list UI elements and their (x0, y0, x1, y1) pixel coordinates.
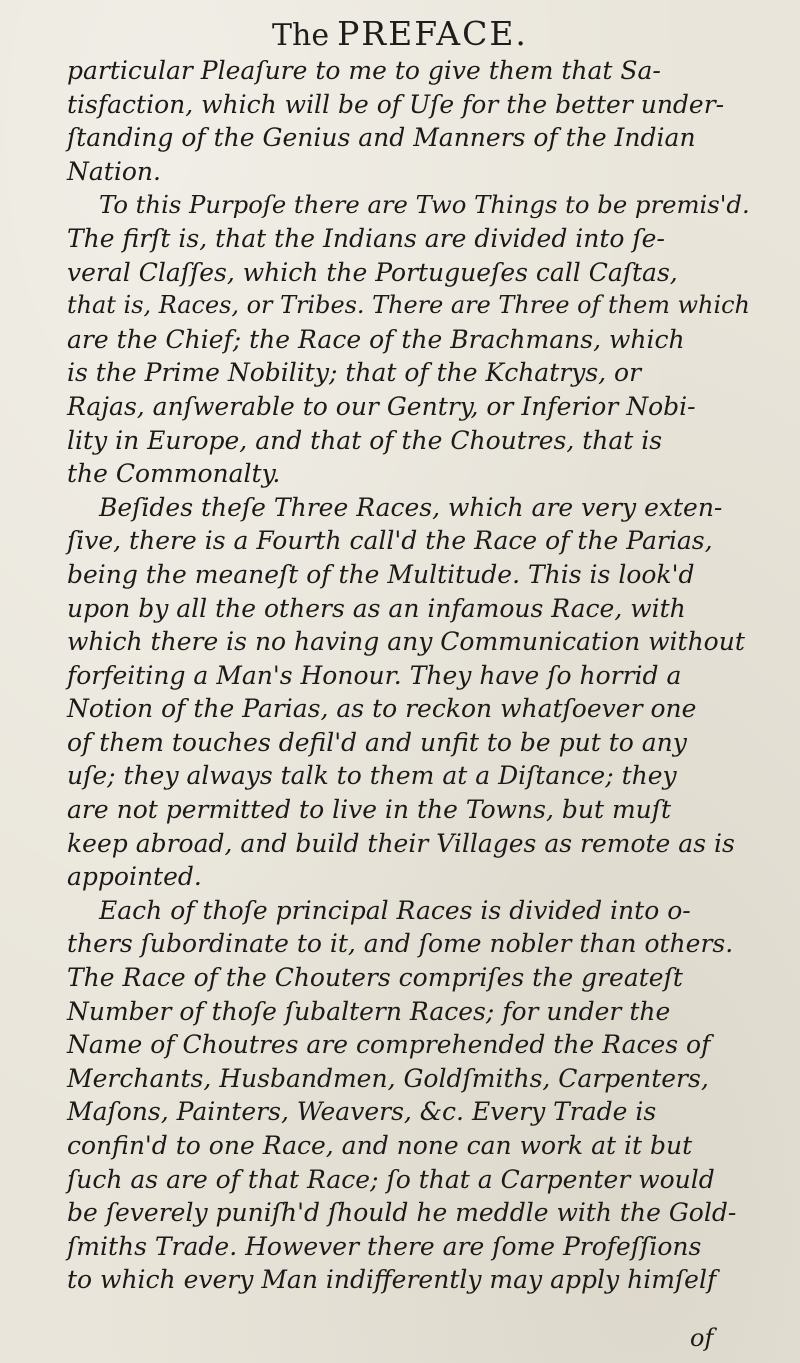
text-line: appointed. (67, 862, 202, 892)
text-line: confin'd to one Race, and none can work at it but (67, 1131, 693, 1160)
text-line: Notion of the Parias, as to reckon whatſoever one (67, 694, 697, 724)
text-line: is the Prime Nobility; that of the Kchatrys, or (67, 358, 642, 388)
text-line: tisfaction, which will be of Uſe for the better under- (67, 89, 725, 119)
running-head-title: PREFACE. (337, 14, 528, 53)
text-line: Maſons, Painters, Weavers, &c. Every Trade is (67, 1097, 657, 1127)
text-line: to which every Man indifferently may apply himſelf (67, 1265, 717, 1295)
text-line: ſtanding of the Genius and Manners of the Indian (67, 123, 696, 153)
text-line: uſe; they always talk to them at a Diſtance; they (67, 761, 677, 791)
text-line: lity in Europe, and that of the Choutres, that is (67, 425, 663, 455)
text-line: veral Claſſes, which the Portugueſes call Caſtas, (67, 257, 678, 287)
text-line: being the meaneſt of the Multitude. This is look'd (67, 559, 695, 589)
text-line: ſmiths Trade. However there are ſome Profeſſions (67, 1231, 702, 1261)
body-text (67, 54, 757, 1297)
text-line: thers ſubordinate to it, and ſome nobler than others. (67, 929, 734, 959)
text-line: of them touches defil'd and unfit to be put to any (67, 727, 687, 757)
text-line: Name of Choutres are comprehended the Races of (67, 1030, 711, 1060)
text-line: forfeiting a Man's Honour. They have ſo horrid a (67, 660, 682, 690)
text-line: keep abroad, and build their Villages as remote as is (67, 828, 735, 858)
text-line: The firſt is, that the Indians are divided into ſe- (67, 223, 665, 253)
text-line: upon by all the others as an infamous Race, with (67, 593, 686, 623)
text-line: The Race of the Chouters compriſes the greateſt (67, 963, 683, 993)
text-line: that is, Races, or Tribes. There are Three of them which (67, 291, 750, 320)
text-line: ſive, there is a Fourth call'd the Race of the Parias, (67, 526, 713, 556)
text-line: Each of thoſe principal Races is divided into o- (99, 895, 691, 925)
text-line: be ſeverely puniſh'd ſhould he meddle with the Gold- (67, 1198, 737, 1228)
running-head (272, 14, 528, 53)
catchword: of (690, 1324, 714, 1352)
text-line: Nation. (67, 156, 161, 186)
text-line: are not permitted to live in the Towns, but muſt (67, 795, 672, 825)
text-line: are the Chief; the Race of the Brachmans, which (67, 324, 685, 354)
text-line: the Commonalty. (67, 459, 281, 489)
text-line: Number of thoſe ſubaltern Races; for under the (67, 996, 671, 1026)
text-line: Rajas, anſwerable to our Gentry, or Inferior Nobi- (67, 391, 696, 421)
text-line: particular Pleaſure to me to give them that Sa- (67, 56, 661, 85)
text-line: Beſides theſe Three Races, which are very exten- (99, 492, 723, 522)
text-line: Merchants, Husbandmen, Goldſmiths, Carpenters, (67, 1063, 709, 1093)
text-line: To this Purpoſe there are Two Things to be premis'd. (99, 190, 750, 220)
text-line: which there is no having any Communication without (67, 627, 745, 657)
running-head-the: The (272, 18, 330, 53)
text-line: ſuch as are of that Race; ſo that a Carpenter would (67, 1164, 715, 1194)
